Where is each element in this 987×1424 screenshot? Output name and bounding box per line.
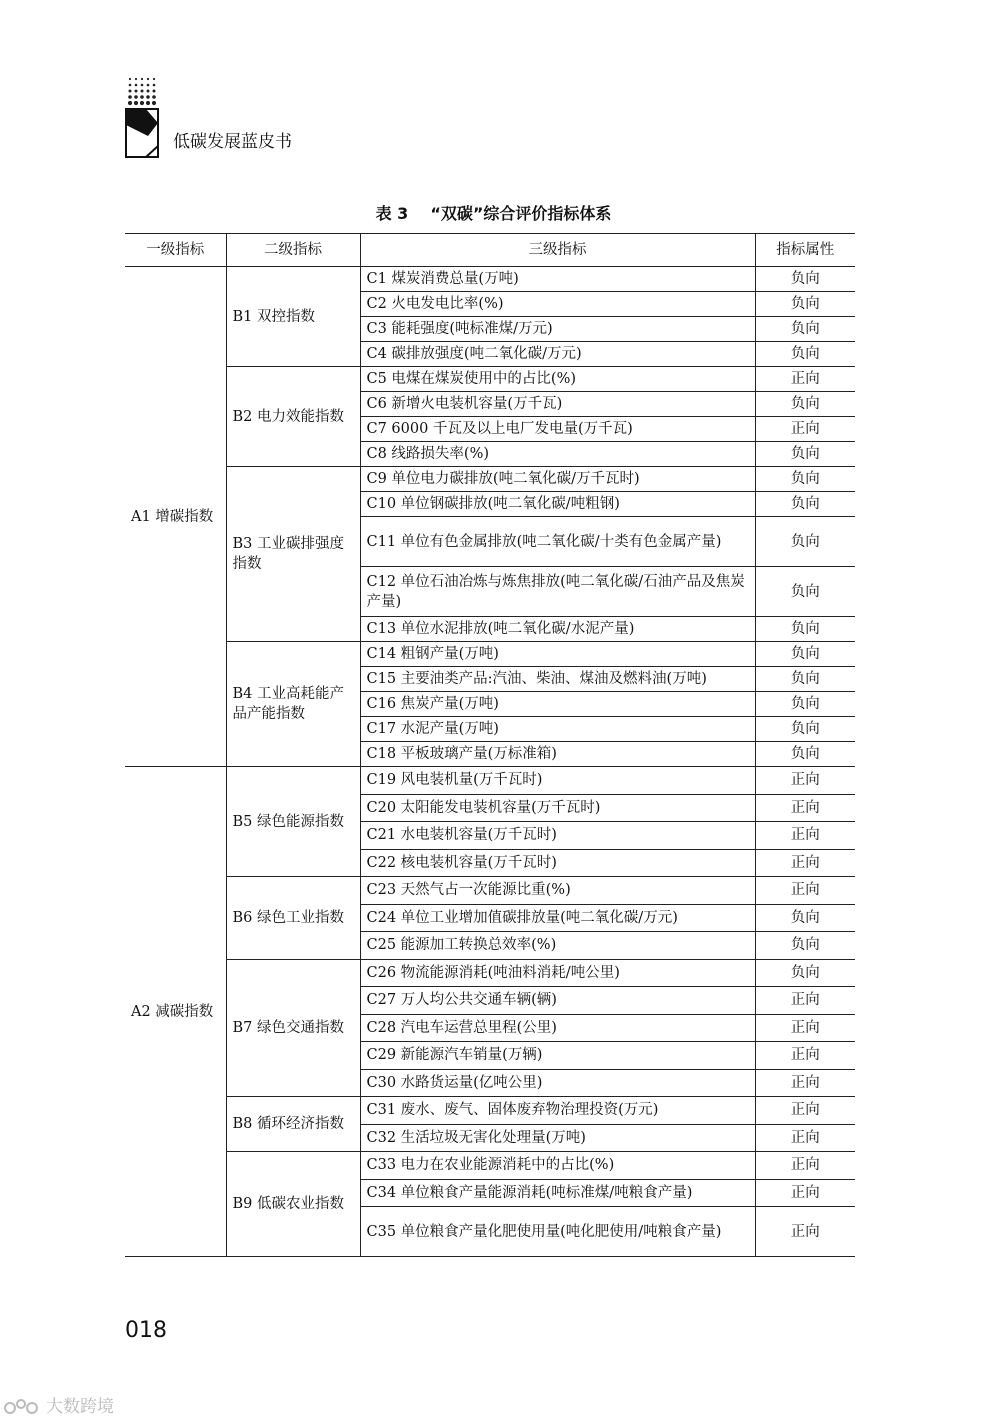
table-row bbox=[125, 767, 855, 795]
attribute-cell: 正向 bbox=[755, 1152, 855, 1180]
level3-cell: C31 废水、废气、固体废弃物治理投资(万元) bbox=[360, 1097, 755, 1125]
attribute-cell: 负向 bbox=[755, 617, 855, 642]
table-row bbox=[125, 467, 855, 492]
level3-cell: C16 焦炭产量(万吨) bbox=[360, 692, 755, 717]
level3-cell: C25 能源加工转换总效率(%) bbox=[360, 932, 755, 960]
indicator-table bbox=[125, 233, 855, 1257]
table-row bbox=[125, 1097, 855, 1125]
attribute-cell: 正向 bbox=[755, 767, 855, 795]
attribute-cell: 正向 bbox=[755, 1042, 855, 1070]
level3-cell: C27 万人均公共交通车辆(辆) bbox=[360, 987, 755, 1015]
column-header: 指标属性 bbox=[755, 234, 855, 267]
book-series-title: 低碳发展蓝皮书 bbox=[173, 132, 292, 152]
attribute-cell: 正向 bbox=[755, 794, 855, 822]
level3-cell: C29 新能源汽车销量(万辆) bbox=[360, 1042, 755, 1070]
level3-cell: C21 水电装机容量(万千瓦时) bbox=[360, 822, 755, 850]
attribute-cell: 负向 bbox=[755, 317, 855, 342]
attribute-cell: 负向 bbox=[755, 904, 855, 932]
level2-cell: B2 电力效能指数 bbox=[226, 367, 360, 467]
attribute-cell: 负向 bbox=[755, 467, 855, 492]
attribute-cell: 负向 bbox=[755, 442, 855, 467]
level3-cell: C7 6000 千瓦及以上电厂发电量(万千瓦) bbox=[360, 417, 755, 442]
level3-cell: C5 电煤在煤炭使用中的占比(%) bbox=[360, 367, 755, 392]
attribute-cell: 正向 bbox=[755, 1124, 855, 1152]
table-caption-title: “双碳”综合评价指标体系 bbox=[430, 204, 612, 223]
level3-cell: C22 核电装机容量(万千瓦时) bbox=[360, 849, 755, 877]
page-number: 018 bbox=[125, 1318, 167, 1343]
table-row bbox=[125, 1152, 855, 1180]
column-header: 一级指标 bbox=[125, 234, 226, 267]
level2-cell: B3 工业碳排强度指数 bbox=[226, 467, 360, 642]
level3-cell: C6 新增火电装机容量(万千瓦) bbox=[360, 392, 755, 417]
attribute-cell: 正向 bbox=[755, 822, 855, 850]
level2-cell: B9 低碳农业指数 bbox=[226, 1152, 360, 1257]
level3-cell: C30 水路货运量(亿吨公里) bbox=[360, 1069, 755, 1097]
attribute-cell: 负向 bbox=[755, 667, 855, 692]
watermark-logo-icon bbox=[4, 1398, 44, 1416]
attribute-cell: 负向 bbox=[755, 267, 855, 292]
level2-cell: B1 双控指数 bbox=[226, 267, 360, 367]
attribute-cell: 正向 bbox=[755, 367, 855, 392]
attribute-cell: 正向 bbox=[755, 987, 855, 1015]
table-row bbox=[125, 367, 855, 392]
level3-cell: C4 碳排放强度(吨二氧化碳/万元) bbox=[360, 342, 755, 367]
attribute-cell: 负向 bbox=[755, 959, 855, 987]
level3-cell: C17 水泥产量(万吨) bbox=[360, 717, 755, 742]
level3-cell: C10 单位钢碳排放(吨二氧化碳/吨粗钢) bbox=[360, 492, 755, 517]
attribute-cell: 负向 bbox=[755, 567, 855, 617]
level3-cell: C32 生活垃圾无害化处理量(万吨) bbox=[360, 1124, 755, 1152]
table-row bbox=[125, 959, 855, 987]
level2-cell: B6 绿色工业指数 bbox=[226, 877, 360, 960]
column-header: 三级指标 bbox=[360, 234, 755, 267]
attribute-cell: 正向 bbox=[755, 417, 855, 442]
book-series-logo-icon bbox=[124, 76, 160, 160]
level3-cell: C28 汽电车运营总里程(公里) bbox=[360, 1014, 755, 1042]
level3-cell: C26 物流能源消耗(吨油料消耗/吨公里) bbox=[360, 959, 755, 987]
attribute-cell: 正向 bbox=[755, 1097, 855, 1125]
level1-cell: A1 增碳指数 bbox=[125, 267, 226, 767]
table-row bbox=[125, 642, 855, 667]
level3-cell: C14 粗钢产量(万吨) bbox=[360, 642, 755, 667]
level2-cell: B7 绿色交通指数 bbox=[226, 959, 360, 1097]
attribute-cell: 正向 bbox=[755, 1014, 855, 1042]
attribute-cell: 负向 bbox=[755, 692, 855, 717]
attribute-cell: 正向 bbox=[755, 1179, 855, 1207]
level3-cell: C2 火电发电比率(%) bbox=[360, 292, 755, 317]
attribute-cell: 负向 bbox=[755, 517, 855, 567]
level1-cell: A2 减碳指数 bbox=[125, 767, 226, 1257]
table-caption-label: 表 3 bbox=[375, 204, 409, 223]
level3-cell: C24 单位工业增加值碳排放量(吨二氧化碳/万元) bbox=[360, 904, 755, 932]
attribute-cell: 负向 bbox=[755, 932, 855, 960]
attribute-cell: 正向 bbox=[755, 1069, 855, 1097]
level2-cell: B4 工业高耗能产品产能指数 bbox=[226, 642, 360, 767]
level3-cell: C15 主要油类产品:汽油、柴油、煤油及燃料油(万吨) bbox=[360, 667, 755, 692]
attribute-cell: 正向 bbox=[755, 877, 855, 905]
level3-cell: C35 单位粮食产量化肥使用量(吨化肥使用/吨粮食产量) bbox=[360, 1207, 755, 1257]
level3-cell: C12 单位石油冶炼与炼焦排放(吨二氧化碳/石油产品及焦炭产量) bbox=[360, 567, 755, 617]
level2-cell: B8 循环经济指数 bbox=[226, 1097, 360, 1152]
level3-cell: C11 单位有色金属排放(吨二氧化碳/十类有色金属产量) bbox=[360, 517, 755, 567]
level3-cell: C33 电力在农业能源消耗中的占比(%) bbox=[360, 1152, 755, 1180]
level2-cell: B5 绿色能源指数 bbox=[226, 767, 360, 877]
level3-cell: C13 单位水泥排放(吨二氧化碳/水泥产量) bbox=[360, 617, 755, 642]
table-caption bbox=[0, 201, 987, 224]
table-row bbox=[125, 267, 855, 292]
level3-cell: C3 能耗强度(吨标准煤/万元) bbox=[360, 317, 755, 342]
level3-cell: C18 平板玻璃产量(万标准箱) bbox=[360, 742, 755, 767]
attribute-cell: 负向 bbox=[755, 717, 855, 742]
level3-cell: C1 煤炭消费总量(万吨) bbox=[360, 267, 755, 292]
attribute-cell: 负向 bbox=[755, 492, 855, 517]
attribute-cell: 负向 bbox=[755, 392, 855, 417]
level3-cell: C34 单位粮食产量能源消耗(吨标准煤/吨粮食产量) bbox=[360, 1179, 755, 1207]
level3-cell: C19 风电装机量(万千瓦时) bbox=[360, 767, 755, 795]
attribute-cell: 负向 bbox=[755, 742, 855, 767]
attribute-cell: 负向 bbox=[755, 342, 855, 367]
attribute-cell: 正向 bbox=[755, 1207, 855, 1257]
level3-cell: C8 线路损失率(%) bbox=[360, 442, 755, 467]
level3-cell: C9 单位电力碳排放(吨二氧化碳/万千瓦时) bbox=[360, 467, 755, 492]
watermark bbox=[4, 1392, 114, 1417]
attribute-cell: 正向 bbox=[755, 849, 855, 877]
table-header-row bbox=[125, 234, 855, 267]
attribute-cell: 负向 bbox=[755, 642, 855, 667]
attribute-cell: 负向 bbox=[755, 292, 855, 317]
column-header: 二级指标 bbox=[226, 234, 360, 267]
table-row bbox=[125, 877, 855, 905]
watermark-text: 大数跨境 bbox=[46, 1397, 114, 1417]
level3-cell: C23 天然气占一次能源比重(%) bbox=[360, 877, 755, 905]
level3-cell: C20 太阳能发电装机容量(万千瓦时) bbox=[360, 794, 755, 822]
